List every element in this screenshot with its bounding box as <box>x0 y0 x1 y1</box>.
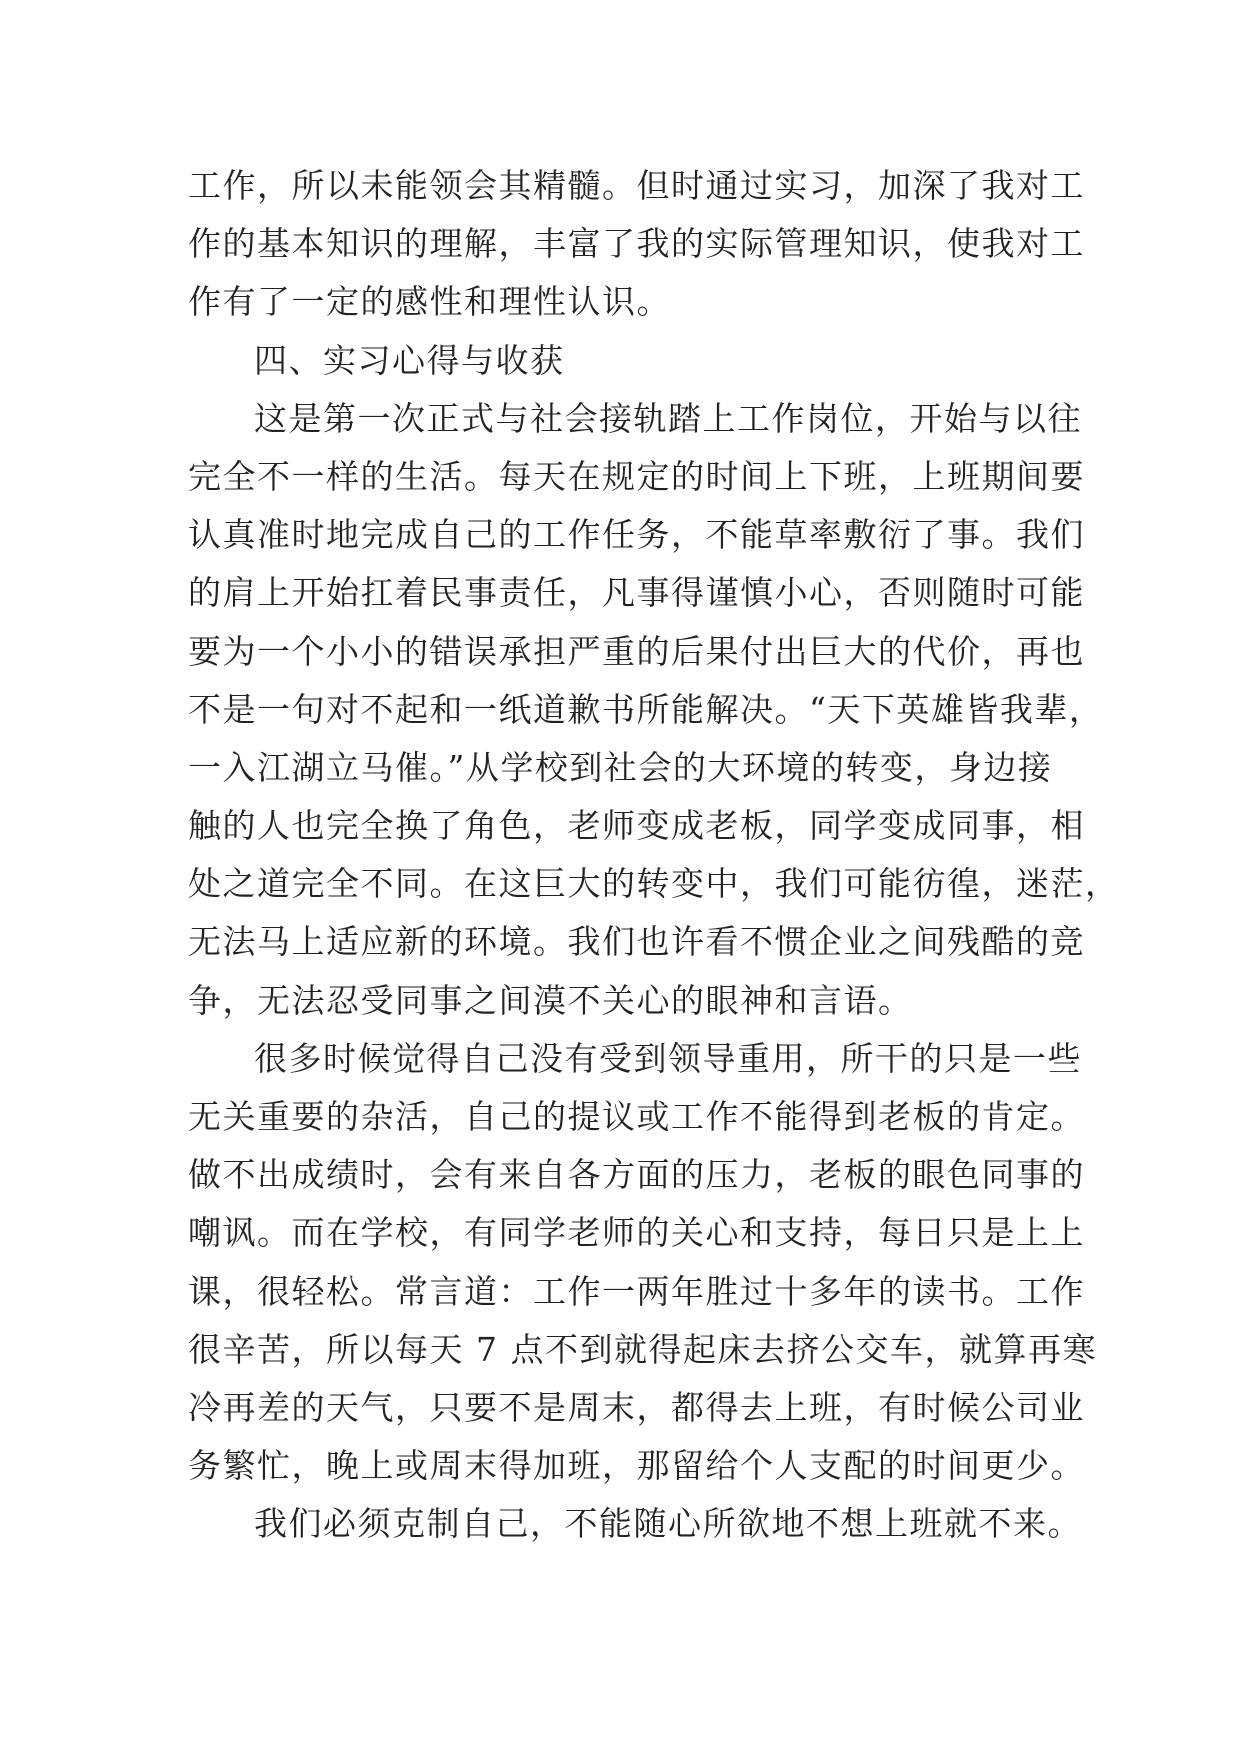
text-line: 争，无法忍受同事之间漠不关心的眼神和言语。 <box>188 980 913 1020</box>
text-line: 完全不一样的生活。每天在规定的时间上下班，上班期间要 <box>188 456 1085 496</box>
paragraph-first-line: 很多时候觉得自己没有受到领导重用，所干的只是一些 <box>254 1038 1082 1078</box>
paragraph-first-line: 四、实习心得与收获 <box>254 340 565 380</box>
document-body <box>188 157 1120 1554</box>
text-line: 做不出成绩时，会有来自各方面的压力，老板的眼色同事的 <box>188 1155 1085 1195</box>
text-line: 工作，所以未能领会其精髓。但时通过实习，加深了我对工 <box>188 166 1085 205</box>
paragraph-first-line: 这是第一次正式与社会接轨踏上工作岗位，开始与以往 <box>254 398 1082 438</box>
text-line: 冷再差的天气，只要不是周末，都得去上班，有时候公司业 <box>188 1387 1085 1427</box>
text-line: 触的人也完全换了角色，老师变成老板，同学变成同事，相 <box>188 806 1085 846</box>
text-line: 要为一个小小的错误承担严重的后果付出巨大的代价，再也 <box>188 631 1085 671</box>
text-line: 无关重要的杂活，自己的提议或工作不能得到老板的肯定。 <box>188 1097 1085 1136</box>
text-line: 务繁忙，晚上或周末得加班，那留给个人支配的时间更少。 <box>188 1446 1085 1486</box>
text-line: 不是一句对不起和一纸道歉书所能解决。“天下英雄皆我辈， <box>188 689 1104 729</box>
text-line: 作有了一定的感性和理性认识。 <box>188 282 671 322</box>
text-line: 课，很轻松。常言道：工作一两年胜过十多年的读书。工作 <box>188 1271 1085 1311</box>
paragraph-first-line: 我们必须克制自己，不能随心所欲地不想上班就不来。 <box>254 1504 1082 1544</box>
text-line: 嘲讽。而在学校，有同学老师的关心和支持，每日只是上上 <box>188 1213 1085 1253</box>
text-line: 作的基本知识的理解，丰富了我的实际管理知识，使我对工 <box>188 224 1085 264</box>
text-line: 处之道完全不同。在这巨大的转变中，我们可能彷徨，迷茫， <box>188 864 1120 904</box>
text-line: 一入江湖立马催。”从学校到社会的大环境的转变，身边接 <box>188 747 1053 787</box>
text-line: 很辛苦，所以每天 7 点不到就得起床去挤公交车，就算再寒 <box>188 1329 1097 1369</box>
text-line: 的肩上开始扛着民事责任，凡事得谨慎小心，否则随时可能 <box>188 573 1085 613</box>
text-line: 认真准时地完成自己的工作任务，不能草率敷衍了事。我们 <box>188 515 1085 555</box>
text-line: 无法马上适应新的环境。我们也许看不惯企业之间残酷的竞 <box>188 922 1085 962</box>
